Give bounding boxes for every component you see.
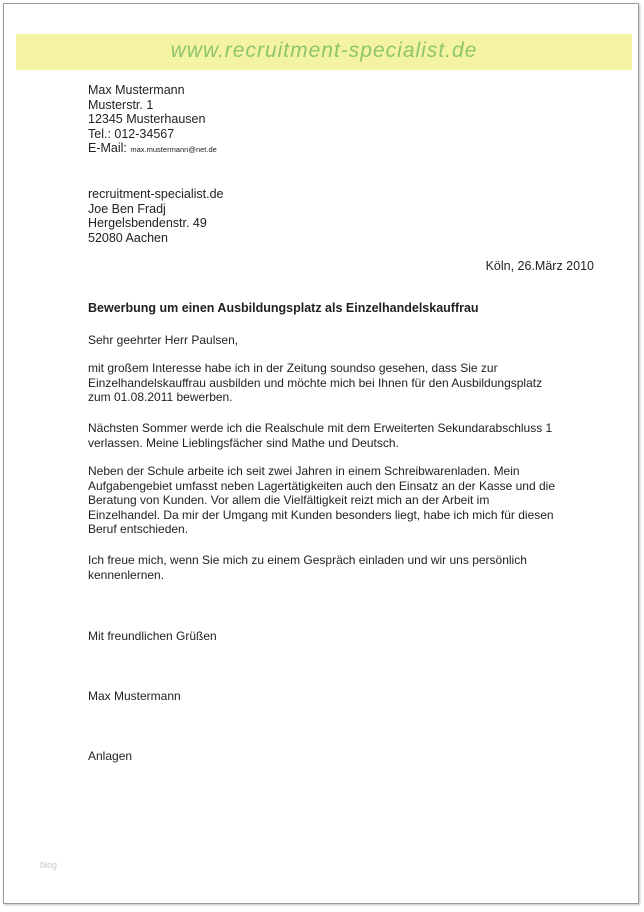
banner-url: www.recruitment-specialist.de [170,39,478,62]
website-banner [16,34,632,70]
enclosures-label: Anlagen [88,749,133,763]
watermark: blog [40,860,58,870]
recipient-company: recruitment-specialist.de [88,187,224,201]
recipient-street: Hergelsbendenstr. 49 [88,216,207,231]
paragraph-line: Ich freue mich, wenn Sie mich zu einem Gespräch einladen und wir uns persönlich [88,553,527,567]
body-paragraph [88,464,608,537]
signature-name: Max Mustermann [88,689,181,703]
letter-page [3,3,639,904]
sender-email-value: max.mustermann@net.de [130,145,217,155]
sender-street: Musterstr. 1 [88,97,154,112]
sender-city: 12345 Musterhausen [88,112,206,127]
paragraph-line: Einzelhandel. Da mir der Umgang mit Kunden besonders liegt, habe ich mich für diesen [88,507,554,522]
recipient-city: 52080 Aachen [88,230,168,245]
sender-phone: Tel.: 012-34567 [88,126,175,141]
paragraph-line: mit großem Interesse habe ich in der Zeitung soundso gesehen, dass Sie zur [88,361,498,375]
recipient-address [88,187,223,245]
recipient-name: Joe Ben Fradj [88,201,166,216]
paragraph-line: Beratung von Kunden. Vor allem die Vielfältigkeit reizt mich an der Arbeit im [88,493,490,508]
closing-phrase: Mit freundlichen Grüßen [88,629,217,643]
paragraph-line: Beruf entschieden. [88,522,189,537]
paragraph-line: Einzelhandelskauffrau ausbilden und möchte mich bei Ihnen für den Ausbildungsplatz [88,375,543,390]
letter-subject: Bewerbung um einen Ausbildungsplatz als Einzelhandelskauffrau [88,301,479,315]
paragraph-line: Neben der Schule arbeite ich seit zwei Jahren in einem Schreibwarenladen. Mein [88,464,520,478]
body-paragraph [88,553,608,582]
letter-date: Köln, 26.März 2010 [485,259,594,273]
sender-name: Max Mustermann [88,83,185,97]
sender-email-label: E-Mail: [88,141,127,156]
paragraph-line: Aufgabengebiet umfasst neben Lagertätigkeiten auch den Einsatz an der Kasse und die [88,478,555,493]
sender-email-line [88,141,217,158]
salutation: Sehr geehrter Herr Paulsen, [88,333,239,347]
body-paragraph [88,361,608,405]
paragraph-line: Nächsten Sommer werde ich die Realschule mit dem Erweiterten Sekundarabschluss 1 [88,421,553,435]
paragraph-line: kennenlernen. [88,567,165,582]
paragraph-line: verlassen. Meine Lieblingsfächer sind Mathe und Deutsch. [88,435,399,450]
sender-address [88,83,217,158]
body-paragraph [88,421,608,450]
paragraph-line: zum 01.08.2011 bewerben. [88,390,233,405]
